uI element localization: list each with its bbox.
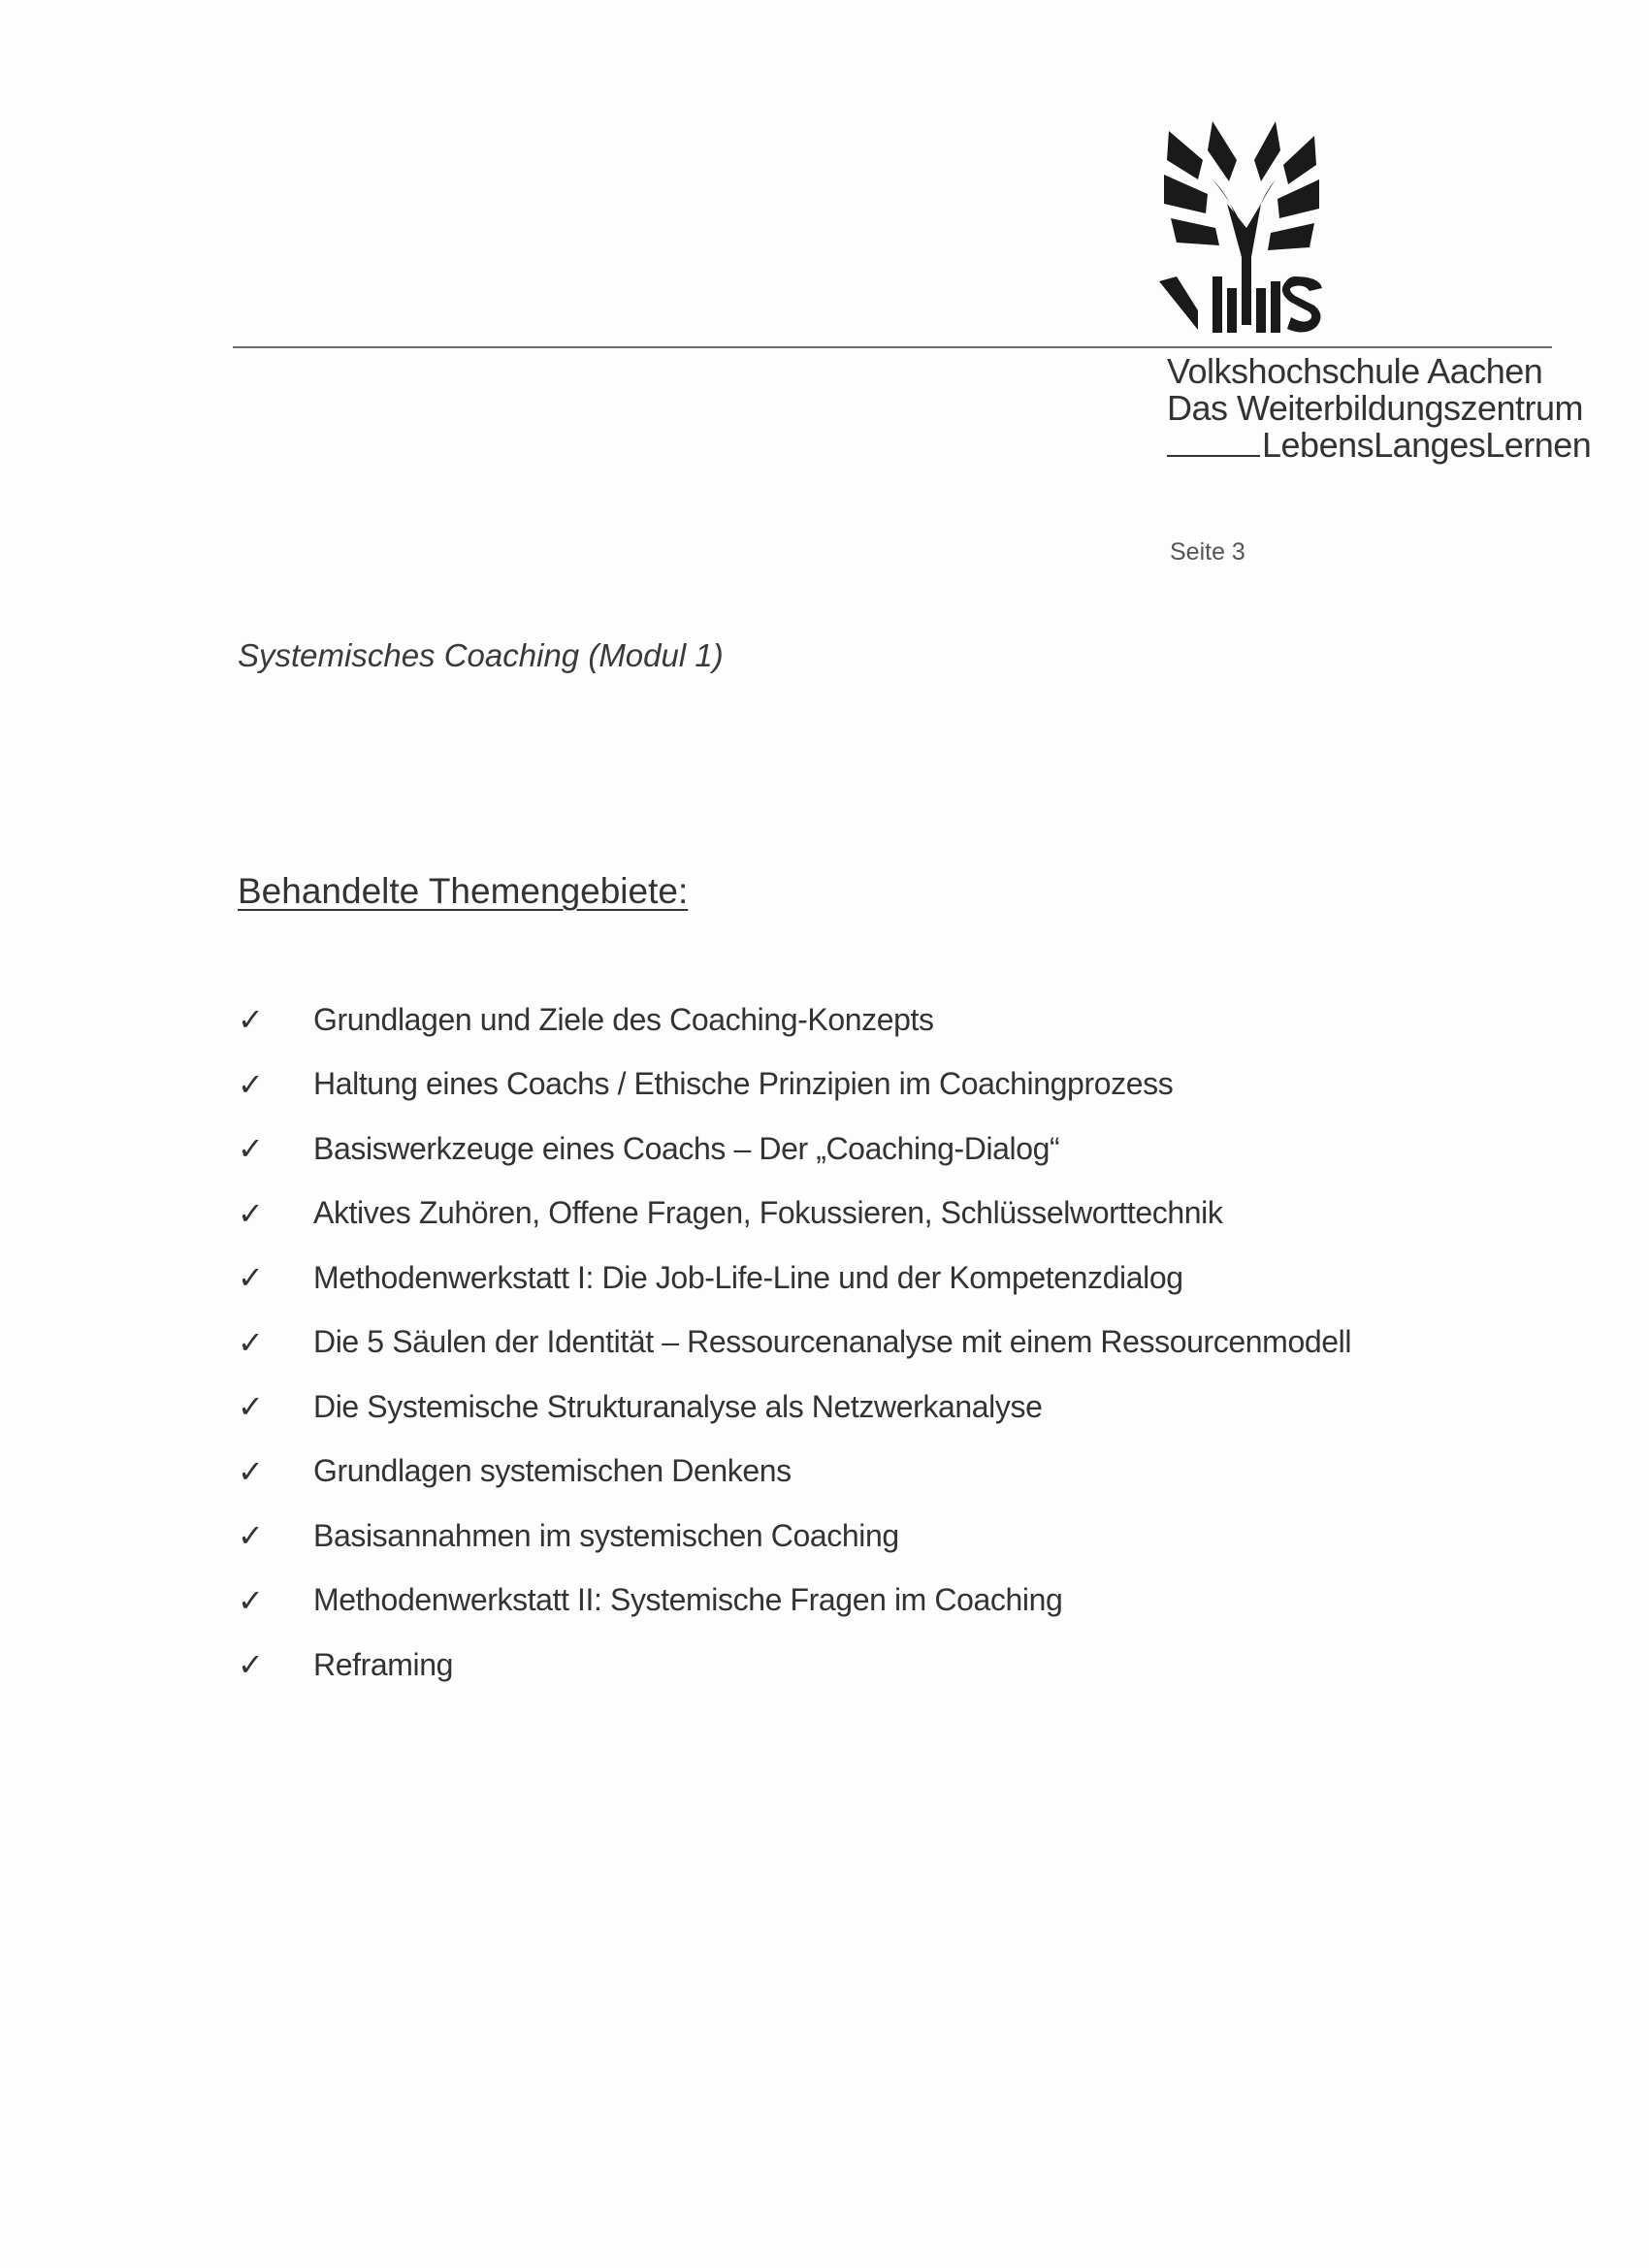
topic-list: [238, 988, 1351, 1698]
org-name: Volkshochschule Aachen: [1167, 351, 1543, 391]
checkmark-icon: ✓: [238, 1001, 264, 1039]
checkmark-icon: ✓: [238, 1065, 264, 1103]
checkmark-icon: ✓: [238, 1259, 264, 1297]
checkmark-icon: ✓: [238, 1388, 264, 1426]
topic-item: [238, 1246, 1351, 1311]
header-divider: [233, 346, 1552, 348]
topic-text: Haltung eines Coachs / Ethische Prinzipien im Coachingprozess: [313, 1066, 1174, 1102]
topic-item: [238, 1182, 1351, 1247]
topic-item: [238, 1440, 1351, 1505]
topic-text: Grundlagen und Ziele des Coaching-Konzepts: [313, 1001, 934, 1037]
topic-text: Aktives Zuhören, Offene Fragen, Fokussieren, Schlüsselworttechnik: [313, 1195, 1223, 1231]
topic-text: Methodenwerkstatt I: Die Job-Life-Line und der Kompetenzdialog: [313, 1259, 1183, 1295]
org-motto-line: [1167, 425, 1592, 465]
section-heading: Behandelte Themengebiete:: [238, 871, 689, 911]
topic-text: Grundlagen systemischen Denkens: [313, 1453, 792, 1489]
org-subtitle: Das Weiterbildungszentrum: [1167, 388, 1584, 428]
topic-item: [238, 1053, 1351, 1118]
topic-item: [238, 1633, 1351, 1698]
checkmark-icon: ✓: [238, 1517, 264, 1555]
topic-text: Methodenwerkstatt II: Systemische Fragen im Coaching: [313, 1582, 1063, 1618]
checkmark-icon: ✓: [238, 1581, 264, 1619]
topic-text: Die Systemische Strukturanalyse als Netzwerkanalyse: [313, 1388, 1043, 1424]
vhs-tree-logo-icon: [1159, 121, 1324, 344]
topic-item: [238, 1117, 1351, 1182]
topic-item: [238, 1375, 1351, 1440]
topic-item: [238, 1569, 1351, 1634]
org-motto: LebensLangesLernen: [1262, 425, 1592, 465]
topic-item: [238, 988, 1351, 1053]
topic-item: [238, 1504, 1351, 1569]
motto-underline: [1167, 430, 1260, 457]
checkmark-icon: ✓: [238, 1646, 264, 1684]
topic-item: [238, 1311, 1351, 1376]
topic-text: Basiswerkzeuge eines Coachs – Der „Coaching-Dialog“: [313, 1130, 1060, 1166]
topic-text: Basisannahmen im systemischen Coaching: [313, 1517, 899, 1553]
checkmark-icon: ✓: [238, 1323, 264, 1361]
page-number: Seite 3: [1170, 538, 1245, 566]
checkmark-icon: ✓: [238, 1130, 264, 1168]
course-title: Systemisches Coaching (Modul 1): [238, 637, 724, 673]
topic-text: Reframing: [313, 1646, 454, 1682]
organization-block: [1167, 351, 1592, 465]
checkmark-icon: ✓: [238, 1194, 264, 1232]
topic-text: Die 5 Säulen der Identität – Ressourcenanalyse mit einem Ressourcenmodell: [313, 1324, 1352, 1360]
checkmark-icon: ✓: [238, 1452, 264, 1490]
